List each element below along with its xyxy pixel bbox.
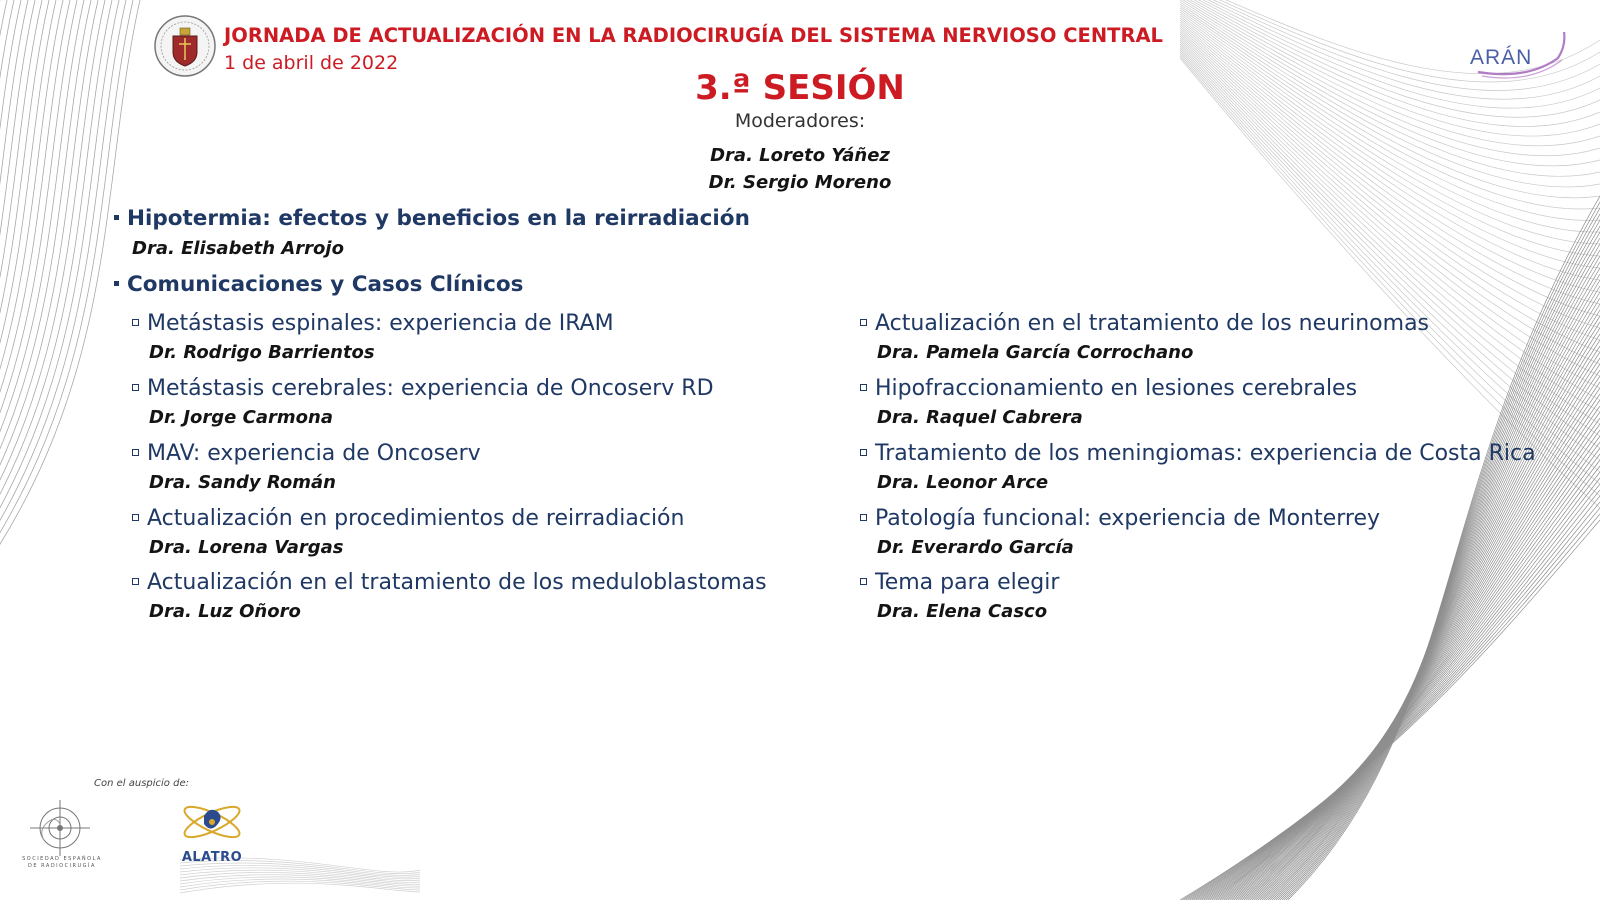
- case-speaker: Dra. Sandy Román: [149, 472, 336, 493]
- topic-title: Comunicaciones y Casos Clínicos: [127, 272, 524, 297]
- case-item: [860, 506, 1380, 531]
- bullet-box-icon: [860, 384, 867, 391]
- sedr-crosshair-logo-icon: [24, 798, 96, 860]
- case-speaker: Dr. Jorge Carmona: [149, 407, 333, 428]
- case-item: [132, 570, 767, 595]
- aran-logo-text: ARÁN: [1470, 46, 1533, 69]
- topic-item: [114, 272, 523, 297]
- bullet-box-icon: [132, 578, 139, 585]
- bullet-box-icon: [132, 319, 139, 326]
- case-item: [860, 311, 1429, 336]
- case-title: Actualización en procedimientos de reirradiación: [147, 506, 685, 531]
- alatro-logo-text: ALATRO: [181, 850, 243, 865]
- case-item: [132, 506, 684, 531]
- case-speaker: Dra. Leonor Arce: [877, 472, 1049, 493]
- case-title: MAV: experiencia de Oncoserv: [147, 441, 481, 466]
- bullet-box-icon: [860, 514, 867, 521]
- case-item: [132, 311, 614, 336]
- case-title: Patología funcional: experiencia de Monterrey: [875, 506, 1381, 531]
- bullet-square-icon: [114, 215, 119, 220]
- case-speaker: Dra. Luz Oñoro: [149, 601, 301, 622]
- event-title: JORNADA DE ACTUALIZACIÓN EN LA RADIOCIRUGÍA DEL SISTEMA NERVIOSO CENTRAL: [224, 24, 1163, 47]
- sedr-logo-text: SOCIEDAD ESPAÑOLA DE RADIOCIRUGÍA: [22, 856, 102, 869]
- case-speaker: Dra. Elena Casco: [877, 601, 1048, 622]
- bullet-box-icon: [860, 578, 867, 585]
- bullet-box-icon: [132, 384, 139, 391]
- case-speaker: Dra. Pamela García Corrochano: [877, 342, 1194, 363]
- case-item: [860, 441, 1536, 466]
- bullet-box-icon: [860, 319, 867, 326]
- case-item: [132, 441, 481, 466]
- case-speaker: Dr. Everardo García: [877, 537, 1074, 558]
- moderators-label: Moderadores:: [734, 110, 866, 132]
- case-item: [860, 376, 1357, 401]
- topic-item: [114, 206, 750, 231]
- bullet-square-icon: [114, 281, 119, 286]
- session-title: 3.ª SESIÓN: [695, 68, 905, 108]
- case-item: [132, 376, 714, 401]
- event-date: 1 de abril de 2022: [224, 52, 399, 74]
- case-title: Metástasis cerebrales: experiencia de Oncoserv RD: [147, 376, 714, 401]
- bullet-box-icon: [132, 514, 139, 521]
- case-title: Tratamiento de los meningiomas: experiencia de Costa Rica: [875, 441, 1536, 466]
- case-title: Tema para elegir: [875, 570, 1060, 595]
- bullet-box-icon: [132, 449, 139, 456]
- moderator-name: Dra. Loreto Yáñez: [710, 145, 890, 166]
- case-title: Hipofraccionamiento en lesiones cerebrales: [875, 376, 1358, 401]
- case-title: Actualización en el tratamiento de los meduloblastomas: [147, 570, 767, 595]
- case-speaker: Dr. Rodrigo Barrientos: [149, 342, 375, 363]
- sponsor-label: Con el auspicio de:: [94, 778, 189, 789]
- case-title: Actualización en el tratamiento de los neurinomas: [875, 311, 1430, 336]
- case-item: [860, 570, 1059, 595]
- topic-speaker: Dra. Elisabeth Arrojo: [132, 238, 344, 259]
- topic-title: Hipotermia: efectos y beneficios en la reirradiación: [127, 206, 750, 231]
- case-speaker: Dra. Lorena Vargas: [149, 537, 344, 558]
- case-title: Metástasis espinales: experiencia de IRAM: [147, 311, 614, 336]
- alatro-atom-logo-icon: [174, 796, 250, 848]
- case-speaker: Dra. Raquel Cabrera: [877, 407, 1083, 428]
- moderator-name: Dr. Sergio Moreno: [708, 172, 892, 193]
- bullet-box-icon: [860, 449, 867, 456]
